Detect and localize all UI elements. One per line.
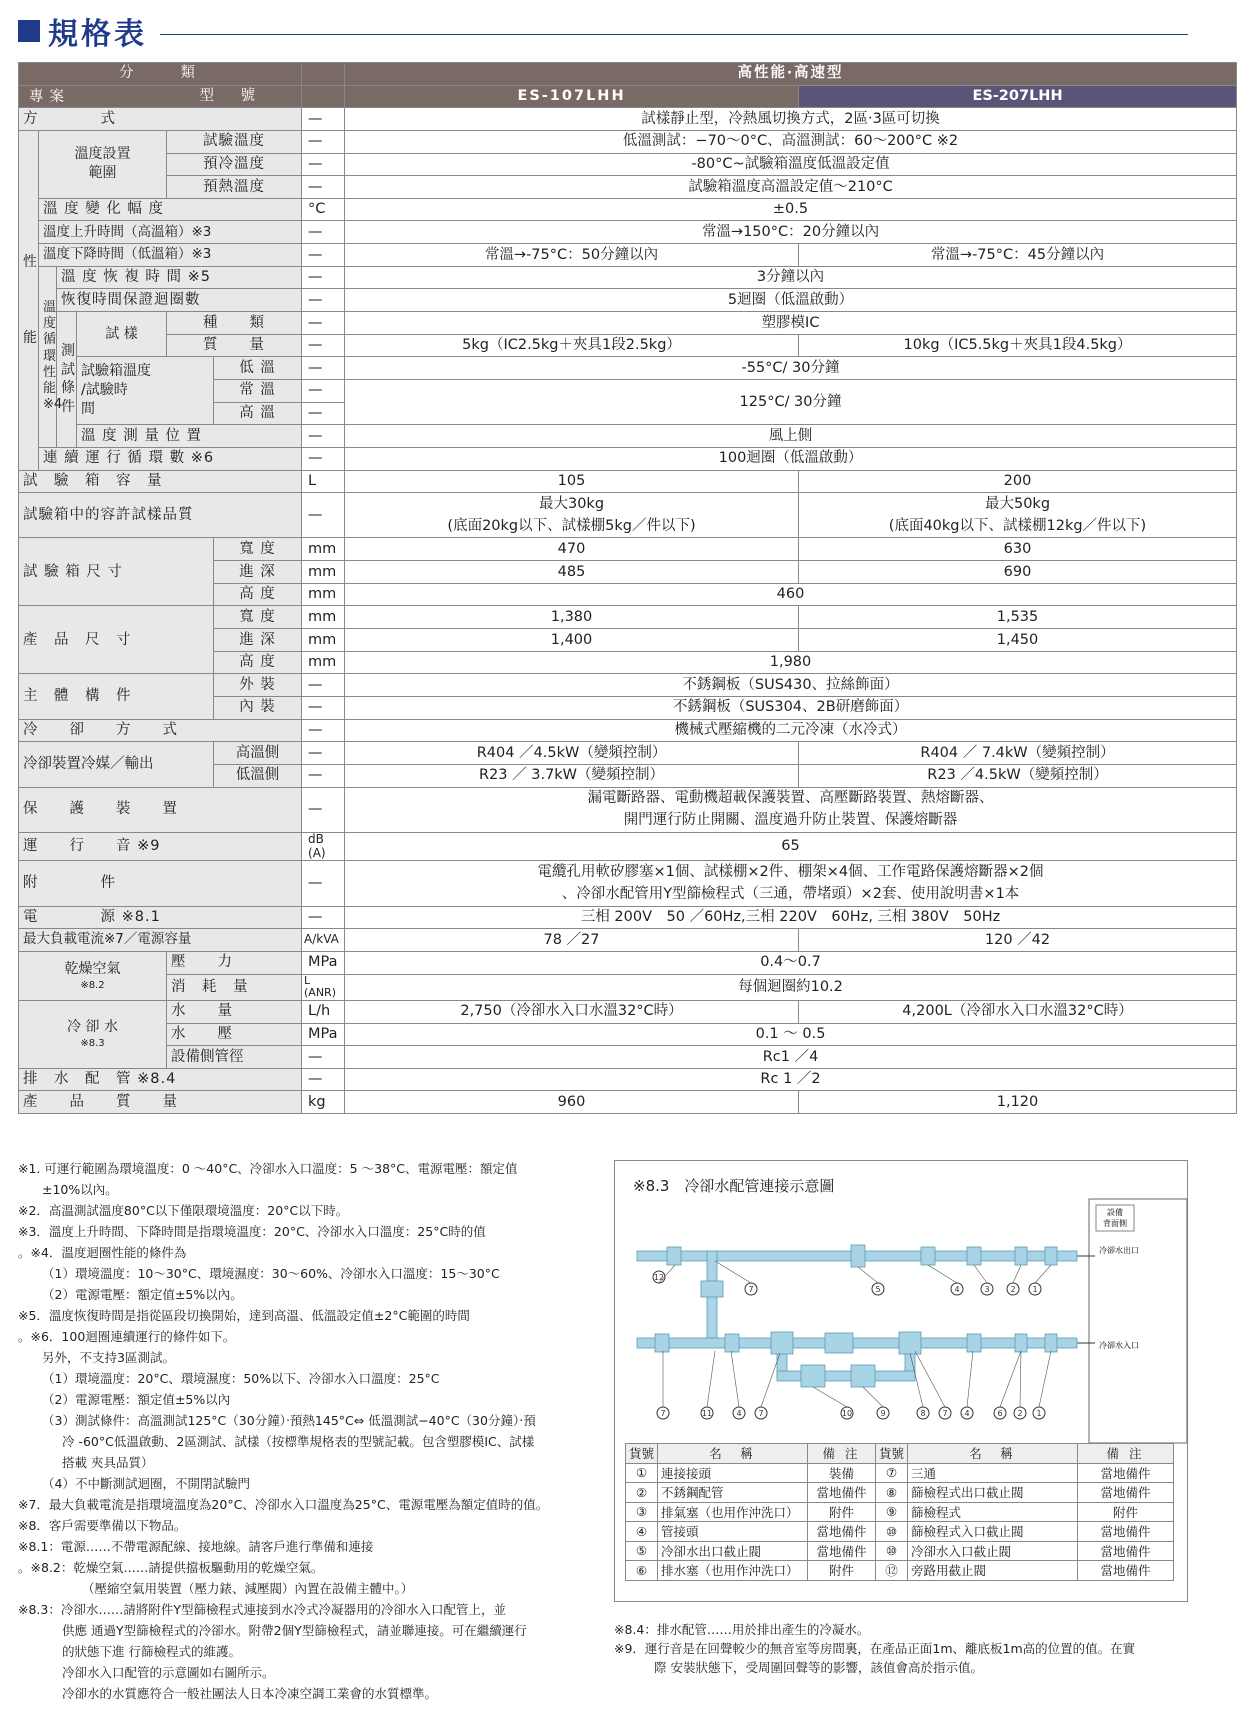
model-a: ES-107LHH <box>345 85 799 108</box>
row-rise: 溫度上升時間（高溫箱）※3 — 常溫→150°C：20分鐘以內 <box>19 221 1237 244</box>
row-precool: 預冷溫度 — -80°C~試驗箱溫度低溫設定值 <box>19 153 1237 176</box>
row-body-inner: 內 裝 — 不銹鋼板（SUS304、2B研磨飾面） <box>19 696 1237 719</box>
row-high: 高 溫 — <box>19 402 1237 425</box>
note: 的狀態下進 行篩檢程式的維護。 <box>62 1644 241 1659</box>
row-normal: 常 溫 — 125°C/ 30分鐘 <box>19 379 1237 402</box>
parts-row: ⑥ 排水塞（也用作沖洗口） 附件 ⑫ 旁路用截止閥 當地備件 <box>626 1561 1174 1581</box>
row-prod-d: 進 深 mm 1,400 1,450 <box>19 629 1237 652</box>
equipment-box <box>1089 1199 1187 1443</box>
tee-icon <box>899 1332 921 1354</box>
valve-icon <box>967 1334 981 1352</box>
marker-5-text: 5 <box>875 1285 881 1294</box>
valve-icon <box>1045 1247 1057 1265</box>
bypass-valve-icon <box>701 1281 723 1297</box>
marker-4-text: 4 <box>736 1409 742 1418</box>
row-fluct: 溫 度 變 化 幅 度 °C ±0.5 <box>19 198 1237 221</box>
valve-icon <box>1015 1247 1027 1265</box>
marker-3-text: 3 <box>984 1285 990 1294</box>
marker-11-text: 11 <box>701 1409 713 1418</box>
row-cooling: 冷 卻 方 式 — 機械式壓縮機的二元冷凍（水冷式） <box>19 719 1237 742</box>
marker-4-text: 4 <box>954 1285 960 1294</box>
marker-12-text: 12 <box>653 1273 665 1282</box>
note: ※9．運行音是在回聲較少的無音室等房間裏，在產品正面1m、離底板1m高的位置的值。在實 <box>614 1641 1136 1656</box>
row-sample-mass: 質 量 — 5kg（IC2.5kg＋夾具1段2.5kg） 10kg（IC5.5kg＋夾具1段4.5kg） <box>19 334 1237 357</box>
parts-header: 貨號 名 稱 備 注 貨號 名 稱 備 注 <box>626 1444 1174 1464</box>
category-value: 高性能‧高速型 <box>345 63 1237 86</box>
parts-row: ② 不銹鋼配管 當地備件 ⑧ 篩檢程式出口截止閥 當地備件 <box>626 1483 1174 1503</box>
marker-2-text: 2 <box>1017 1409 1023 1418</box>
temp-range-label: 溫度設置 範圍 <box>39 130 167 198</box>
row-allow-mass-2: (底面20kg以下、試樣棚5kg／件以下) (底面40kg以下、試樣棚12kg／件以下) <box>19 515 1237 538</box>
body-label: 主 體 構 件 <box>19 674 214 719</box>
note: （2）電源電壓：額定值±5%以內 <box>42 1392 231 1407</box>
row-allow-mass-1: 試驗箱中的容許試樣品質 — 最大30kg 最大50kg <box>19 493 1237 516</box>
header-row-2 <box>19 85 1237 108</box>
row-protect-2: 開門運行防止開關、溫度過升防止裝置、保護熔斷器 <box>19 810 1237 833</box>
note: 冷 -60°C低溫啟動、2區測試、試樣（按標準規格表的型號記載。包含塑膠模IC、試樣 <box>62 1434 535 1449</box>
note: 搭載 夾具品質） <box>62 1455 154 1470</box>
note: ※3．溫度上升時間、下降時間是指環境溫度：20°C、冷卻水入口溫度：25°C時的值 <box>18 1224 486 1239</box>
row-max-current: 最大負載電流※7／電源容量 A/kVA 78 ／27 120 ／42 <box>19 929 1237 952</box>
note: ※8.3：冷卻水……請將附件Y型篩檢程式連接到水冷式冷凝器用的冷卻水入口配管上，並 <box>18 1602 506 1617</box>
sample-label: 試 樣 <box>77 312 167 357</box>
row-recovery-cycles: 恢復時間保證迴圈數 — 5迴圈（低溫啟動） <box>19 289 1237 312</box>
row-box-h: 高 度 mm 460 <box>19 583 1237 606</box>
inlet-pipe <box>637 1338 1077 1348</box>
marker-8-text: 8 <box>920 1409 926 1418</box>
row-capacity: 試 驗 箱 容 量 L 105 200 <box>19 470 1237 493</box>
valve-icon <box>667 1247 681 1265</box>
valve-icon <box>1015 1334 1027 1352</box>
performance-label: 性 能 <box>19 130 39 470</box>
marker-2-text: 2 <box>1010 1285 1016 1294</box>
valve-icon <box>851 1245 865 1267</box>
row-box-d: 進 深 mm 485 690 <box>19 561 1237 584</box>
note: 另外，不支持3區測試。 <box>42 1350 175 1365</box>
parts-row: ① 連接接頭 裝備 ⑦ 三通 當地備件 <box>626 1463 1174 1483</box>
valve-icon <box>725 1334 739 1352</box>
note: ※7．最大負載電流是指環境溫度為20°C、冷卻水入口溫度為25°C、電源電壓為額定值時的值。 <box>18 1497 549 1512</box>
filter-icon <box>825 1333 853 1353</box>
row-refrig-high: 冷卻裝置冷媒／輸出 高溫側 — R404 ／4.5kW（變頻控制） R404 ／ 7.4kW（變頻控制） <box>19 742 1237 765</box>
row-continuous: 連 續 運 行 循 環 數 ※6 — 100迴圈（低溫啟動） <box>19 447 1237 470</box>
note: 供應 通過Y型篩檢程式的冷卻水。附帶2個Y型篩檢程式，請並聯連接。可在繼續運行 <box>62 1623 527 1638</box>
parts-row: ③ 排氣塞（也用作沖洗口） 附件 ⑨ 篩檢程式 附件 <box>626 1502 1174 1522</box>
row-measure-pos: 溫 度 測 量 位 置 — 風上側 <box>19 425 1237 448</box>
note: 。※6．100迴圈連續運行的條件如下。 <box>18 1329 236 1344</box>
refrig-label: 冷卻裝置冷媒／輸出 <box>19 742 214 787</box>
spec-table <box>18 62 1237 1114</box>
filter-branch <box>777 1371 915 1381</box>
row-accessory-2: 、冷卻水配管用Y型篩檢程式（三通，帶堵頭）×2套、使用說明書×1本 <box>19 884 1237 907</box>
row-accessory-1: 附 件 — 電纜孔用軟矽膠塞×1個、試樣棚×2件、棚架×4個、工作電路保護熔斷器×2個 <box>19 861 1237 884</box>
category-label: 分 類 <box>19 63 302 86</box>
valve-icon <box>1045 1334 1057 1352</box>
diagram-title: ※8.3 冷卻水配管連接示意圖 <box>633 1177 835 1195</box>
row-preheat: 預熱溫度 — 試驗箱溫度高溫設定值〜210°C <box>19 176 1237 199</box>
marker-1-text: 1 <box>1036 1409 1042 1418</box>
note: （1）環境溫度：20°C、環境濕度：50%以下、冷卻水入口溫度：25°C <box>42 1371 440 1386</box>
equipment-label1: 設備 <box>1107 1208 1123 1217</box>
valve-icon <box>655 1334 669 1352</box>
marker-7-text: 7 <box>748 1285 754 1294</box>
inlet-label: 冷卻水入口 <box>1099 1341 1139 1350</box>
test-cond-label: 測 試 條 件 <box>57 312 77 448</box>
note: （2）電源電壓：額定值±5%以內。 <box>42 1287 243 1302</box>
marker-7-text: 7 <box>758 1409 764 1418</box>
note: （壓縮空氣用裝置（壓力錶、減壓閥）內置在設備主體中。） <box>82 1581 414 1596</box>
footnotes-right <box>614 1620 1184 1677</box>
marker-9-text: 9 <box>880 1409 886 1418</box>
header-row-1 <box>19 63 1237 86</box>
row-water-pipe: 設備側管徑 — Rc1 ／4 <box>19 1046 1237 1069</box>
row-test-temp: 性 能 溫度設置 範圍 試驗溫度 — 低溫測試：−70〜0°C、高溫測試：60〜200°C ※2 <box>19 130 1237 153</box>
model-header-cell <box>19 85 302 108</box>
model-label: 型 號 <box>199 87 262 104</box>
parts-row: ④ 管接頭 當地備件 ⑩ 篩檢程式入口截止閥 當地備件 <box>626 1522 1174 1542</box>
note: 冷卻水入口配管的示意圖如右圖所示。 <box>62 1665 275 1680</box>
valve-icon <box>921 1247 935 1265</box>
row-prod-h: 高 度 mm 1,980 <box>19 651 1237 674</box>
row-power: 電 源 ※8.1 — 三相 200V 50 ／60Hz,三相 220V 60Hz, 三相 380V 50Hz <box>19 906 1237 929</box>
dry-air-label: 乾燥空氣 ※8.2 <box>19 951 167 1000</box>
note: ※5．溫度恢復時間是指從區段切換開始，達到高溫、低溫設定值±2°C範圍的時間 <box>18 1308 470 1323</box>
cooling-water-diagram <box>614 1160 1188 1602</box>
outlet-label: 冷卻水出口 <box>1099 1246 1139 1255</box>
page-title: 規格表 <box>18 10 147 52</box>
row-recovery: 溫 度 循 環 性 能 ※4 溫 度 恢 複 時 間 ※5 — 3分鐘以內 <box>19 266 1237 289</box>
row-refrig-low: 低溫側 — R23 ／ 3.7kW（變頻控制） R23 ／4.5kW（變頻控制） <box>19 764 1237 787</box>
note: ※8.4：排水配管……用於排出產生的冷凝水。 <box>614 1622 870 1637</box>
row-fall: 溫度下降時間（低溫箱）※3 — 常溫→-75°C：50分鐘以內 常溫→-75°C：45分鐘以內 <box>19 244 1237 267</box>
row-low: 試驗箱溫度 /試驗時 間 低 溫 — -55°C/ 30分鐘 <box>19 357 1237 380</box>
box-dim-label: 試 驗 箱 尺 寸 <box>19 538 214 606</box>
cool-water-label: 冷 卻 水 ※8.3 <box>19 1000 167 1068</box>
note: ±10%以內。 <box>42 1182 118 1197</box>
row-dry-pressure: 乾燥空氣 ※8.2 壓 力 MPa 0.4〜0.7 <box>19 951 1237 974</box>
row-dry-consumption: 消 耗 量 L (ANR) 每個迴圈約10.2 <box>19 974 1237 1000</box>
cycle-perf-label: 溫 度 循 環 性 能 ※4 <box>39 266 57 447</box>
box-temp-label: 試驗箱溫度 /試驗時 間 <box>77 357 214 425</box>
filter-icon <box>801 1365 825 1387</box>
note: 冷卻水的水質應符合一般社團法人日本冷凍空調工業會的水質標準。 <box>62 1686 438 1701</box>
row-water-press: 水 壓 MPa 0.1 〜 0.5 <box>19 1023 1237 1046</box>
marker-4-text: 4 <box>964 1409 970 1418</box>
row-body-outer: 主 體 構 件 外 裝 — 不銹鋼板（SUS430、拉絲飾面） <box>19 674 1237 697</box>
note: （4）不中斷測試迴圈，不開閉試驗門 <box>42 1476 250 1491</box>
row-water-flow: 冷 卻 水 ※8.3 水 量 L/h 2,750（冷卻水入口水溫32°C時） 4,200L（冷卻水入口水溫32°C時） <box>19 1000 1237 1023</box>
prod-dim-label: 產 品 尺 寸 <box>19 606 214 674</box>
note: 。※4．溫度迴圈性能的條件為 <box>18 1245 187 1260</box>
row-method: 方 式 — 試樣靜止型，冷熱風切換方式，2區‧3區可切換 <box>19 108 1237 131</box>
row-protect-1: 保 護 裝 置 — 漏電斷路器、電動機超載保護裝置、高壓斷路裝置、熱熔斷器、 <box>19 787 1237 810</box>
marker-7-text: 7 <box>660 1409 666 1418</box>
note: ※1. 可運行範圍為環境溫度：0 〜40°C、冷卻水入口溫度：5 〜38°C、電源電壓：額定值 <box>18 1161 518 1176</box>
row-sample-kind: 測 試 條 件 試 樣 種 類 — 塑膠模IC <box>19 312 1237 335</box>
row-box-w: 試 驗 箱 尺 寸 寬 度 mm 470 630 <box>19 538 1237 561</box>
note: ※2．高溫測試溫度80°C以下僅限環境溫度：20°C以下時。 <box>18 1203 349 1218</box>
marker-10-text: 10 <box>841 1409 853 1418</box>
note: 際 安裝狀態下，受周圍回聲等的影響，該值會高於指示值。 <box>654 1660 983 1675</box>
parts-row: ⑤ 冷卻水出口截止閥 當地備件 ⑩ 冷卻水入口截止閥 當地備件 <box>626 1541 1174 1561</box>
marker-1-text: 1 <box>1032 1285 1038 1294</box>
valve-icon <box>967 1247 981 1265</box>
parts-table <box>625 1443 1174 1581</box>
marker-7-text: 7 <box>942 1409 948 1418</box>
marker-6-text: 6 <box>997 1409 1003 1418</box>
row-noise: 運 行 音 ※9 dB (A) 65 <box>19 832 1237 861</box>
equipment-label2: 背面側 <box>1103 1219 1127 1228</box>
note: ※8.1：電源……不帶電源配線、接地線。請客戶進行準備和連接 <box>18 1539 374 1554</box>
item-label: 專案 <box>29 88 70 105</box>
row-prod-w: 產 品 尺 寸 寬 度 mm 1,380 1,535 <box>19 606 1237 629</box>
row-weight: 產 品 質 量 kg 960 1,120 <box>19 1091 1237 1114</box>
filter-icon <box>851 1365 875 1387</box>
note: ※8．客戶需要準備以下物品。 <box>18 1518 187 1533</box>
title-rule <box>160 34 1188 35</box>
note: （1）環境溫度：10〜30°C、環境濕度：30〜60%、冷卻水入口溫度：15〜30°C <box>42 1266 500 1281</box>
row-drain: 排 水 配 管 ※8.4 — Rc 1 ／2 <box>19 1068 1237 1091</box>
note: （3）測試條件：高溫測試125°C（30分鐘）‧預熱145°C⇔ 低溫測試−40°C（30分鐘）‧預 <box>42 1413 536 1428</box>
footnotes <box>18 1158 578 1704</box>
tee-icon <box>771 1332 793 1354</box>
title-square-icon <box>18 20 40 42</box>
note: 。※8.2：乾燥空氣……請提供擋板驅動用的乾燥空氣。 <box>18 1560 324 1575</box>
piping-schematic <box>615 1161 1189 1443</box>
model-b: ES-207LHH <box>799 85 1237 108</box>
